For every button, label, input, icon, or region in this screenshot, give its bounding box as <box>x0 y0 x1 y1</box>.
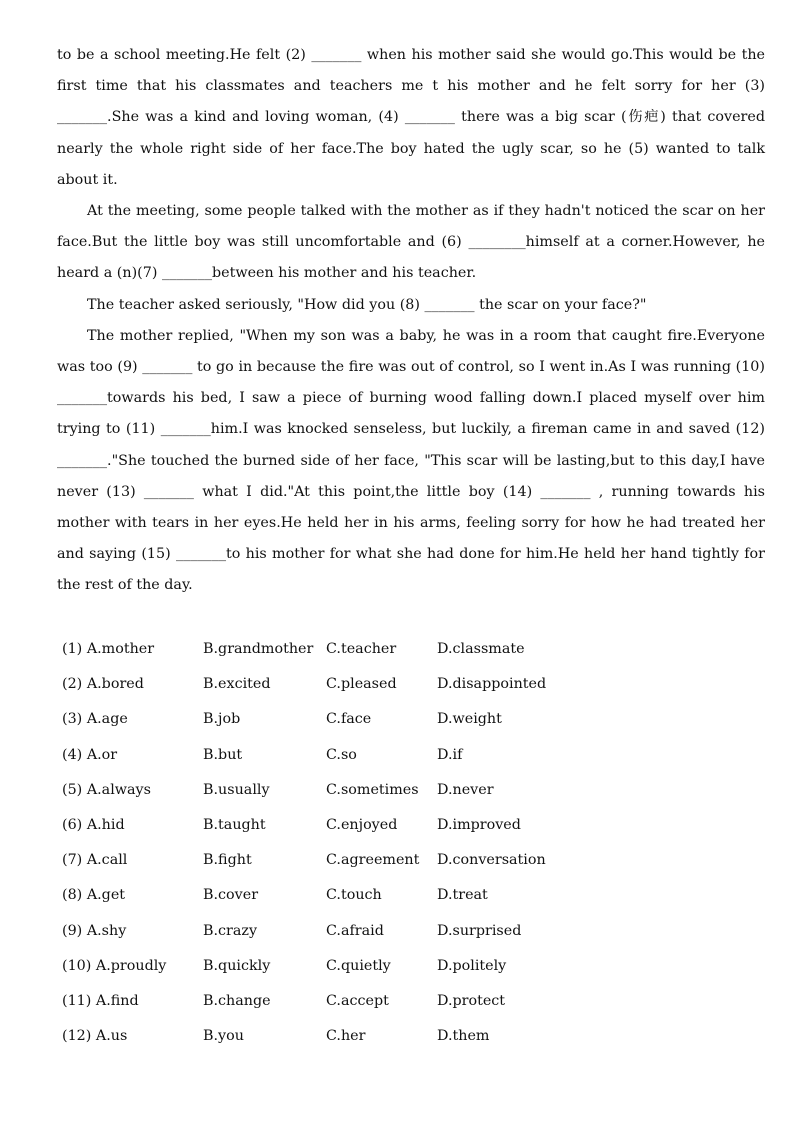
option-b: B.taught <box>203 816 266 833</box>
question-row <box>62 705 722 740</box>
option-d: D.never <box>437 781 494 798</box>
option-a: A.find <box>95 992 139 1009</box>
question-row <box>62 776 722 811</box>
passage-paragraph-2: At the meeting, some people talked with the mother as if they hadn't noticed the scar on her face.But the little boy was still uncomfortable and (6) ________himself at a corner.However, he heard a (n)(7) _______between his mother and his teacher. <box>57 203 765 282</box>
option-c: C.agreement <box>326 852 420 869</box>
question-row <box>62 635 722 670</box>
option-a: A.shy <box>86 922 127 939</box>
passage-paragraph-1: to be a school meeting.He felt (2) _______ when his mother said she would go.This would be the first time that his classmates and teachers me t his mother and he felt sorry for her (3) _______.She was a kind and loving woman, (4) _______ there was a big scar (伤疤) that covered nearly the whole right side of her face.The boy hated the ugly scar, so he (5) wanted to talk about it. <box>57 47 765 188</box>
option-c: C.enjoyed <box>326 816 398 833</box>
option-d: D.surprised <box>437 922 522 939</box>
option-b: B.change <box>203 992 271 1009</box>
option-c: C.afraid <box>326 922 384 939</box>
option-a: A.mother <box>86 641 155 657</box>
option-b: B.usually <box>203 781 270 798</box>
option-b: B.fight <box>203 852 252 869</box>
question-number: (12) <box>62 1028 92 1045</box>
option-b: B.grandmother <box>203 641 314 657</box>
question-number: (10) <box>62 957 92 974</box>
option-a: A.us <box>95 1028 128 1045</box>
question-row <box>62 846 722 881</box>
option-a: A.always <box>86 781 151 798</box>
option-a: A.or <box>86 746 118 763</box>
option-b: B.crazy <box>203 922 258 939</box>
option-d: D.if <box>437 746 463 763</box>
option-d: D.protect <box>437 992 506 1009</box>
question-row <box>62 741 722 776</box>
option-b: B.but <box>203 746 243 763</box>
question-row <box>62 952 722 987</box>
option-a: A.call <box>86 852 128 869</box>
option-c: C.quietly <box>326 957 391 974</box>
option-c: C.her <box>326 1028 366 1045</box>
question-row <box>62 811 722 846</box>
passage-paragraph-3: The teacher asked seriously, "How did you (8) _______ the scar on your face?" <box>87 296 647 313</box>
question-number: (7) <box>62 852 83 869</box>
question-row <box>62 1022 722 1057</box>
question-number: (11) <box>62 992 92 1009</box>
option-d: D.weight <box>437 711 502 728</box>
option-c: C.touch <box>326 887 382 904</box>
option-d: D.disappointed <box>437 676 547 693</box>
option-c: C.teacher <box>326 641 397 657</box>
option-d: D.classmate <box>437 641 525 657</box>
option-b: B.job <box>203 711 241 728</box>
option-b: B.excited <box>203 676 271 693</box>
answer-options <box>62 635 722 1057</box>
option-c: C.accept <box>326 992 389 1009</box>
option-b: B.you <box>203 1028 244 1045</box>
question-row <box>62 670 722 705</box>
option-d: D.them <box>437 1028 490 1045</box>
reading-passage <box>57 40 765 602</box>
question-number: (4) <box>62 746 83 763</box>
option-c: C.sometimes <box>326 781 419 798</box>
option-d: D.treat <box>437 887 488 904</box>
question-row <box>62 881 722 916</box>
option-a: A.get <box>86 887 126 904</box>
question-number: (6) <box>62 816 83 833</box>
option-c: C.face <box>326 711 372 728</box>
option-c: C.so <box>326 746 357 763</box>
option-b: B.cover <box>203 887 259 904</box>
option-a: A.hid <box>86 816 125 833</box>
option-d: D.improved <box>437 816 521 833</box>
option-a: A.bored <box>86 676 144 693</box>
question-number: (1) <box>62 641 83 657</box>
question-row <box>62 917 722 952</box>
question-number: (8) <box>62 887 83 904</box>
option-a: A.age <box>86 711 128 728</box>
question-row <box>62 987 722 1022</box>
option-d: D.conversation <box>437 852 546 869</box>
question-number: (2) <box>62 676 83 693</box>
question-number: (3) <box>62 711 83 728</box>
option-c: C.pleased <box>326 676 397 693</box>
option-b: B.quickly <box>203 957 271 974</box>
option-a: A.proudly <box>95 957 167 974</box>
passage-paragraph-4: The mother replied, "When my son was a baby, he was in a room that caught fire.Everyone was too (9) _______ to go in because the fire was out of control, so I went in.As I was running (10) _______towards his bed, I saw a piece of burning wood falling down.I placed myself over him trying to (11) _______him.I was knocked senseless, but luckily, a fireman came in and saved (12) _______."She touched the burned side of her face, "This scar will be lasting,but to this day,I have never (13) _______ what I did."At this point,the little boy (14) _______ , running towards his mother with tears in her eyes.He held her in his arms, feeling sorry for how he had treated her and saying (15) _______to his mother for what she had done for him.He held her hand tightly for the rest of the day. <box>57 327 765 594</box>
question-number: (9) <box>62 922 83 939</box>
question-number: (5) <box>62 781 83 798</box>
option-d: D.politely <box>437 957 507 974</box>
